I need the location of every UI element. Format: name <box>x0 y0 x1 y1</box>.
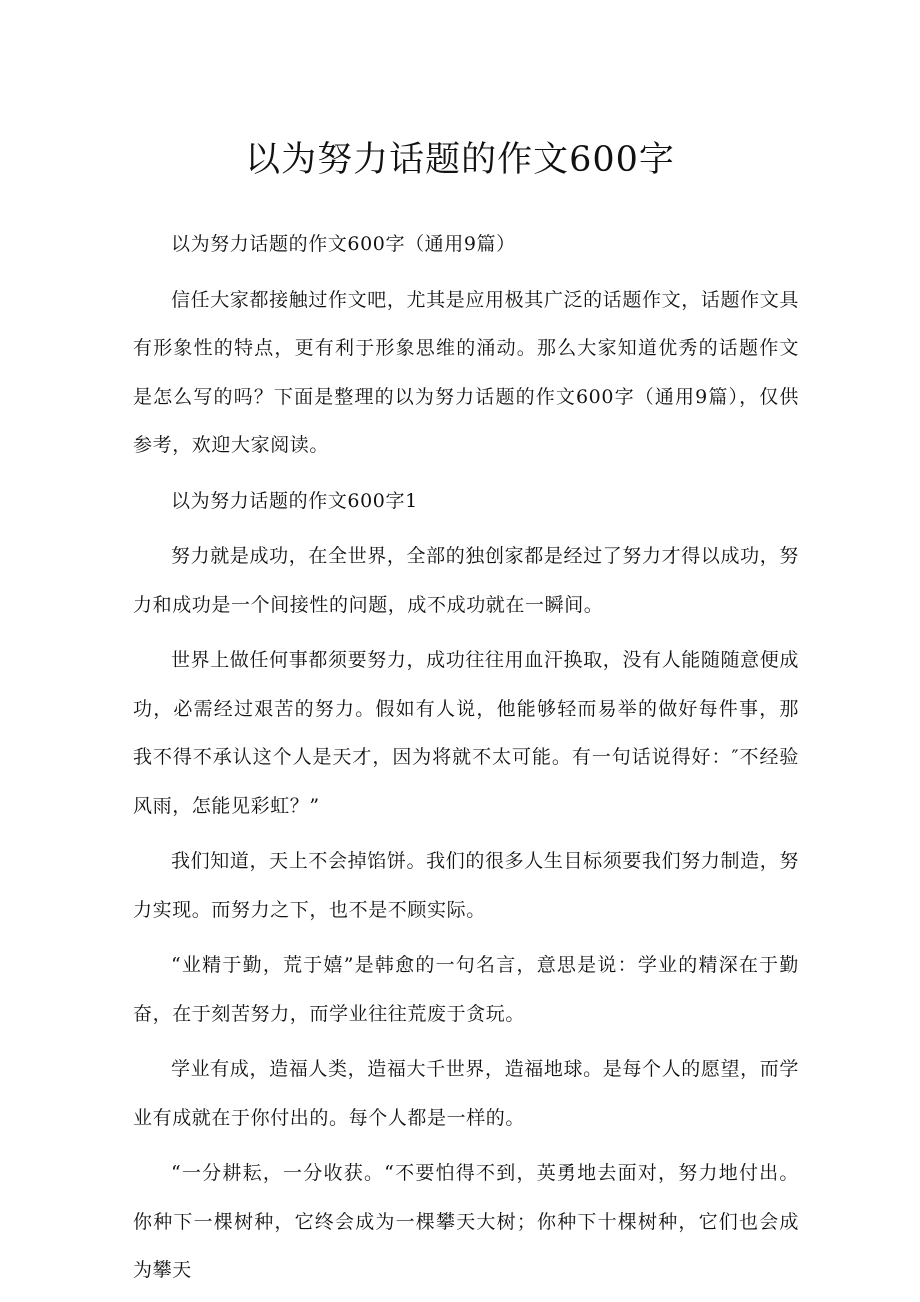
paragraph: 学业有成，造福人类，造福大千世界，造福地球。是每个人的愿望，而学业有成就在于你付出的。每个人都是一样的。 <box>133 1058 799 1129</box>
paragraph-section-heading: 以为努力话题的作文600字1 <box>171 489 418 512</box>
document-body <box>133 220 799 1302</box>
paragraph-intro: 信任大家都接触过作文吧，尤其是应用极其广泛的话题作文，话题作文具有形象性的特点，更有利于形象思维的涌动。那么大家知道优秀的话题作文是怎么写的吗？下面是整理的以为努力话题的作文600字（通用9篇），仅供参考，欢迎大家阅读。 <box>133 288 799 456</box>
paragraph: “一分耕耘，一分收获。“不要怕得不到，英勇地去面对，努力地付出。你种下一棵树种，它终会成为一棵攀天大树；你种下十棵树种，它们也会成为攀天 <box>133 1162 799 1281</box>
paragraph: 世界上做任何事都须要努力，成功往往用血汗换取，没有人能随随意便成功，必需经过艰苦的努力。假如有人说，他能够轻而易举的做好每件事，那我不得不承认这个人是天才，因为将就不太可能。有一句话说得好：″不经验风雨，怎能见彩虹？” <box>133 649 799 817</box>
paragraph: 努力就是成功，在全世界，全部的独创家都是经过了努力才得以成功，努力和成功是一个间接性的问题，成不成功就在一瞬间。 <box>133 545 799 616</box>
paragraph: “业精于勤，荒于嬉”是韩愈的一句名言，意思是说：学业的精深在于勤奋，在于刻苦努力，而学业往往荒废于贪玩。 <box>133 954 799 1025</box>
paragraph-subtitle: 以为努力话题的作文600字（通用9篇） <box>171 233 516 255</box>
document-title: 以为努力话题的作文600字 <box>245 140 675 180</box>
paragraph: 我们知道，天上不会掉馅饼。我们的很多人生目标须要我们努力制造，努力实现。而努力之下，也不是不顾实际。 <box>133 850 799 921</box>
